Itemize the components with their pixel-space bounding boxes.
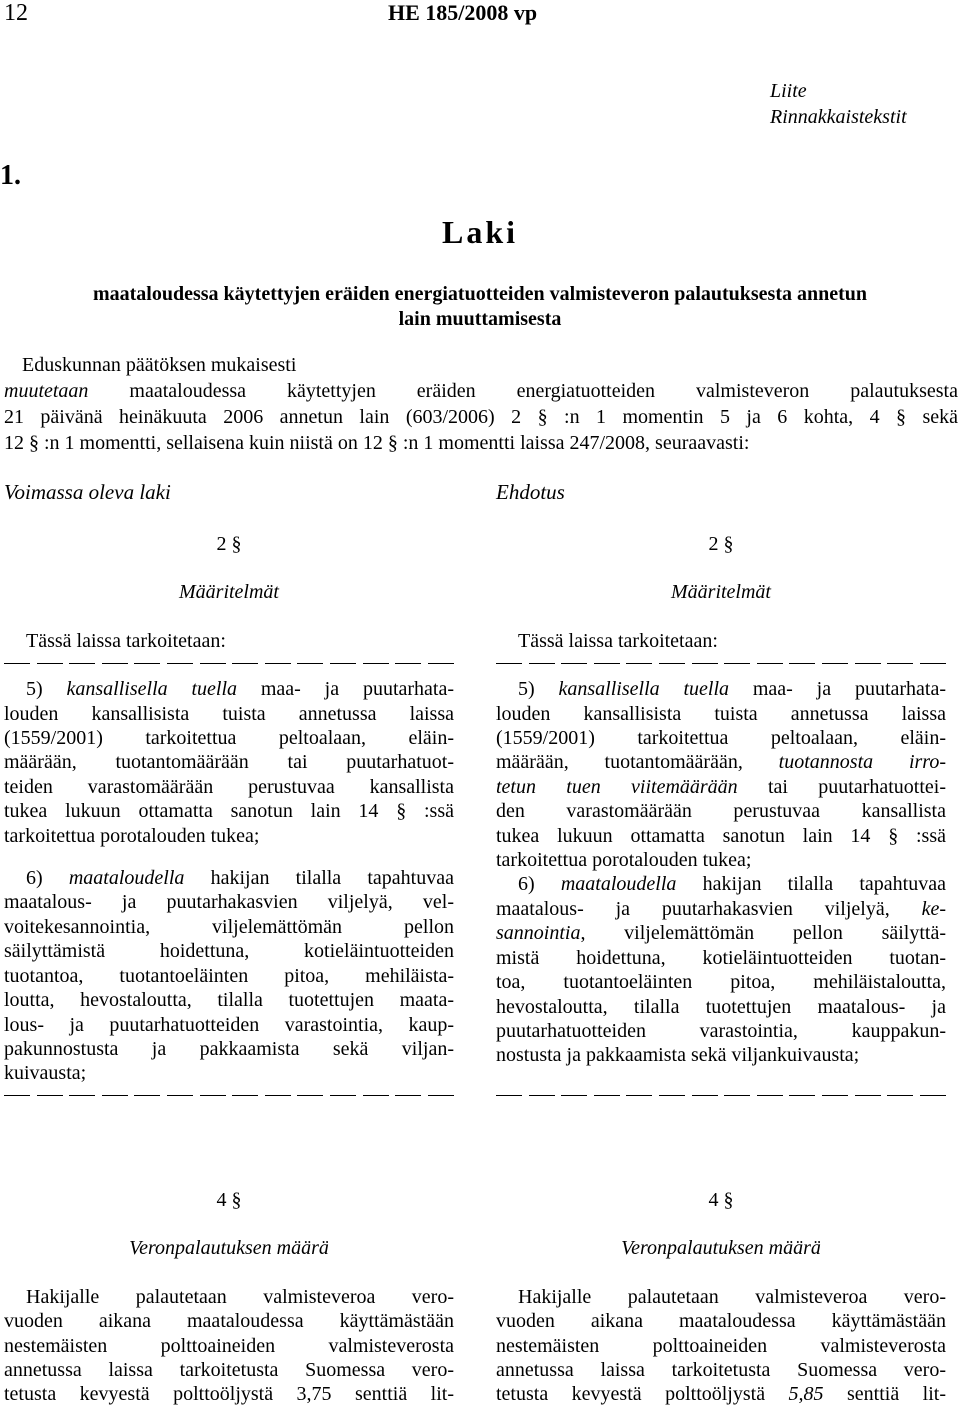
document-id: HE 185/2008 vp: [388, 0, 538, 25]
left-omission-dashes-2: [4, 1086, 454, 1106]
intro-line-3: 12 § :n 1 momentti, sellaisena kuin niistä on 12 § :n 1 momentti laissa 247/2008, seuraavasti:: [4, 432, 750, 454]
right-omission-dashes: [496, 653, 946, 673]
law-title: Laki: [441, 214, 519, 250]
right-s2-lead: Tässä laissa tarkoitetaan:: [518, 629, 718, 652]
section-number: 1.: [0, 160, 21, 191]
intro-line-2: 21 päivänä heinäkuuta 2006 annetun lain (603/2006) 2 § :n 1 momentin 5 ja 6 kohta, 4 § sekä: [4, 406, 958, 428]
left-item-6: 6) maataloudella hakijan tilalla tapahtuvaa maatalous- ja puutarhakasvien viljelyä, vel- voitekesannointia, viljelemättömän pellon säilyttämistä hoidettuna, kotieläintuotteiden tuotantoa, tuotantoeläinten pitoa, mehiläista- loutta, hevostaloutta, tilalla tuotettujen maata- lous- ja puutarhatuotteiden varastointia, kaup- pakunnostusta ja pakkaamista sekä viljan- kuivausta;: [4, 867, 454, 1085]
right-omission-dashes-2: [496, 1086, 946, 1106]
appendix-label: [770, 78, 907, 130]
left-column-heading: Voimassa oleva laki: [4, 480, 171, 504]
left-s4-title: Veronpalautuksen määrä: [129, 1237, 329, 1260]
right-column-heading: Ehdotus: [496, 480, 565, 504]
left-s2-lead: Tässä laissa tarkoitetaan:: [26, 629, 226, 652]
right-s2-title: Määritelmät: [671, 581, 771, 604]
intro-line-1: muutetaan maataloudessa käytettyjen eräiden energiatuotteiden valmisteveron palautuksesta: [4, 380, 958, 402]
left-section-2: [4, 532, 454, 1106]
subtitle-line-1: maataloudessa käytettyjen eräiden energiatuotteiden valmisteveron palautuksesta annetun: [92, 283, 868, 305]
right-s2-number: 2 §: [708, 533, 734, 555]
intro-body: [4, 378, 958, 456]
right-s4-title: Veronpalautuksen määrä: [621, 1237, 821, 1260]
right-s4-number: 4 §: [708, 1189, 734, 1211]
law-subtitle: [4, 282, 956, 332]
right-section-4: 4 § Veronpalautuksen määrä Hakijalle palautetaan valmisteveroa vero- vuoden aikana maataloudessa käyttämästään nestemäisten polttoaineiden valmisteverosta annetussa laissa tarkoitetusta Suomessa vero- tetusta kevyestä polttoöljystä 5,85 senttiä lit-: [496, 1189, 946, 1406]
left-item-5: 5) kansallisella tuella maa- ja puutarhata- louden kansallisista tuista annetussa laissa (1559/2001) tarkoitettua peltoalaan, eläin- määrään, tuotantomäärään tai puutarhatuot- teiden varastomäärään perustuvaa kansallista tukea lukuun ottamatta sanotun lain 14 § :ssä tarkoitettua porotalouden tukea;: [4, 678, 455, 847]
right-section-2: [496, 532, 946, 1106]
left-s2-title: Määritelmät: [179, 581, 279, 604]
page-number: 12: [4, 0, 28, 26]
left-s4-number: 4 §: [216, 1189, 242, 1211]
right-item-5: 5) kansallisella tuella maa- ja puutarhata- louden kansallisista tuista annetussa laissa (1559/2001) tarkoitettua peltoalaan, eläin- määrään, tuotantomäärään, tuotannosta irro- tetun tuen viitemäärään tai puutarhatuottei- den varastomäärään perustuvaa kansallista tukea lukuun ottamatta sanotun lain 14 § :ssä tarkoitettua porotalouden tukea;: [496, 678, 947, 872]
right-item-6: 6) maataloudella hakijan tilalla tapahtuvaa maatalous- ja puutarhakasvien viljelyä, ke- sannointia, viljelemättömän pellon säilyttä- mistä hoidettuna, kotieläintuotteiden tuotan- toa, tuotantoeläinten pitoa, mehiläistaloutta, hevostaloutta, tilalla tuotettujen maatalous- ja puutarhatuotteiden varastointia, kauppakun- nostusta ja pakkaamista sekä viljankuivausta;: [496, 873, 946, 1067]
left-s2-number: 2 §: [216, 533, 242, 555]
left-omission-dashes: [4, 653, 454, 673]
intro-verb: muutetaan: [4, 380, 89, 402]
subtitle-line-2: lain muuttamisesta: [398, 308, 562, 330]
left-section-4: 4 § Veronpalautuksen määrä Hakijalle palautetaan valmisteveroa vero- vuoden aikana maataloudessa käyttämästään nestemäisten polttoaineiden valmisteverosta annetussa laissa tarkoitetusta Suomessa vero- tetusta kevyestä polttoöljystä 3,75 senttiä lit-: [4, 1189, 454, 1406]
intro-lead: Eduskunnan päätöksen mukaisesti: [22, 354, 297, 376]
appendix-line-1: Liite: [770, 80, 807, 102]
appendix-line-2: Rinnakkaistekstit: [770, 106, 907, 128]
